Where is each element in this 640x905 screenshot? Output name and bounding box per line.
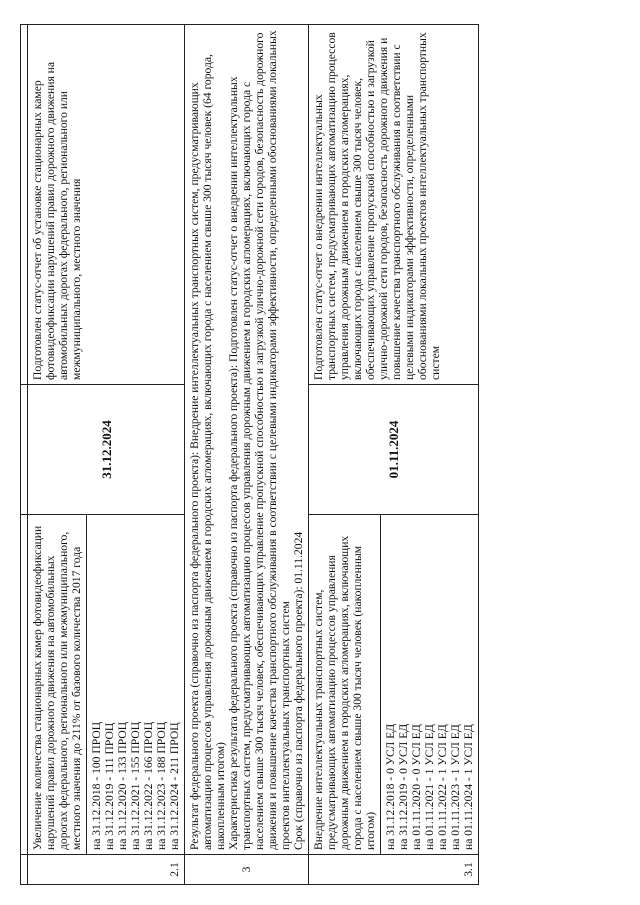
federal-project-result-cell [185,25,309,855]
table-top-edge [21,25,28,885]
row-number: 3.1 [309,855,479,885]
indicator-value: на 31.12.2018 - 0 УСЛ ЕД [384,723,397,850]
project-result-characteristic: Характеристика результата федерального проекта (справочно из паспорта федерального проекта): Подготовлен статус-отчет о внедрении интеллектуальных транспортных систем, предусматривающих автоматизацию процессов управления дорожным движением в городских агломерациях, включающих города с населением свыше 300 тысяч человек, обеспечивающих управление пропускной способностью и загрузкой улично-дорожной сети городов, безопасность дорожного движения и повышение качества транспортного обслуживания в соответствии с целевыми индикаторами эффективности, определенными обоснованиями локальных проектов интеллектуальных транспортных систем [227,30,292,850]
indicator-value: на 31.12.2022 - 166 ПРОЦ [142,721,155,850]
indicator-value: на 01.11.2021 - 1 УСЛ ЕД [423,724,436,850]
indicator-value: на 31.12.2019 - 0 УСЛ ЕД [397,723,410,850]
row-number: 3 [185,855,309,885]
indicator-value: на 01.11.2023 - 1 УСЛ ЕД [449,724,462,850]
indicator-value: на 31.12.2023 - 188 ПРОЦ [155,721,168,850]
indicator-value: на 31.12.2021 - 155 ПРОЦ [129,721,142,850]
indicator-cell [28,515,185,855]
indicator-value: на 01.11.2020 - 0 УСЛ ЕД [410,724,423,850]
report-description: Подготовлен статус-отчет о внедрении интеллектуальных транспортных систем, предусматривающих автоматизацию процессов управления дорожным движением в городских агломерациях, включающих города с населением свыше 300 тысяч человек, обеспечивающих управление пропускной способностью и загрузкой улично-дорожной сети городов, безопасность дорожного движения и повышение качества транспортного обслуживания в соответствии с целевыми индикаторами эффективности, определенными обоснованиями локальных проектов интеллектуальных транспортных систем [309,25,479,385]
indicator-value: на 31.12.2024 - 211 ПРОЦ [168,722,181,850]
table-row-3 [185,25,309,885]
indicator-cell [309,515,479,855]
deadline-date: 01.11.2024 [309,385,479,515]
rotated-document-page [20,25,620,885]
row-number: 2.1 [28,855,185,885]
indicator-value: на 31.12.2020 - 133 ПРОЦ [116,721,129,850]
table-row-2-1 [28,25,185,885]
indicator-value: на 01.11.2022 - 1 УСЛ ЕД [436,724,449,850]
indicator-value: на 01.11.2024 - 1 УСЛ ЕД [462,724,475,850]
project-result-deadline: Срок (справочно из паспорта федерального проекта): 01.11.2024 [292,531,305,850]
indicator-value: на 31.12.2018 - 100 ПРОЦ [90,721,103,850]
deadline-date: 31.12.2024 [28,385,185,515]
indicator-title: Внедрение интеллектуальных транспортных систем, предусматривающих автоматизацию процессов управления дорожным движением в городских агломерациях, включающих города с населением свыше 300 тысяч человек (накопленным итогом) [309,515,381,854]
indicator-title: Увеличение количества стационарных камер фотовидеофиксации нарушений правил дорожного движения на автомобильных дорогах федерального, регионального или межмуниципального, местного значения до 211% от базового количества 2017 года [28,515,87,854]
indicator-value: на 31.12.2019 - 111 ПРОЦ [103,722,116,850]
report-description: Подготовлен статус-отчет об установке стационарных камер фотовидеофиксации нарушений правил дорожного движения на автомобильных дорогах федерального, регионального или межмуниципального, местного значения [28,25,185,385]
project-result-text: Результат федерального проекта (справочно из паспорта федерального проекта): Внедрение интеллектуальных транспортных систем, предусматривающих автоматизацию процессов управления дорожным движением в городских агломерациях, включающих города с населением свыше 300 тысяч человек (64 города, накопленным итогом) [188,54,227,850]
project-results-table [20,24,479,885]
table-row-3-1 [309,25,479,885]
